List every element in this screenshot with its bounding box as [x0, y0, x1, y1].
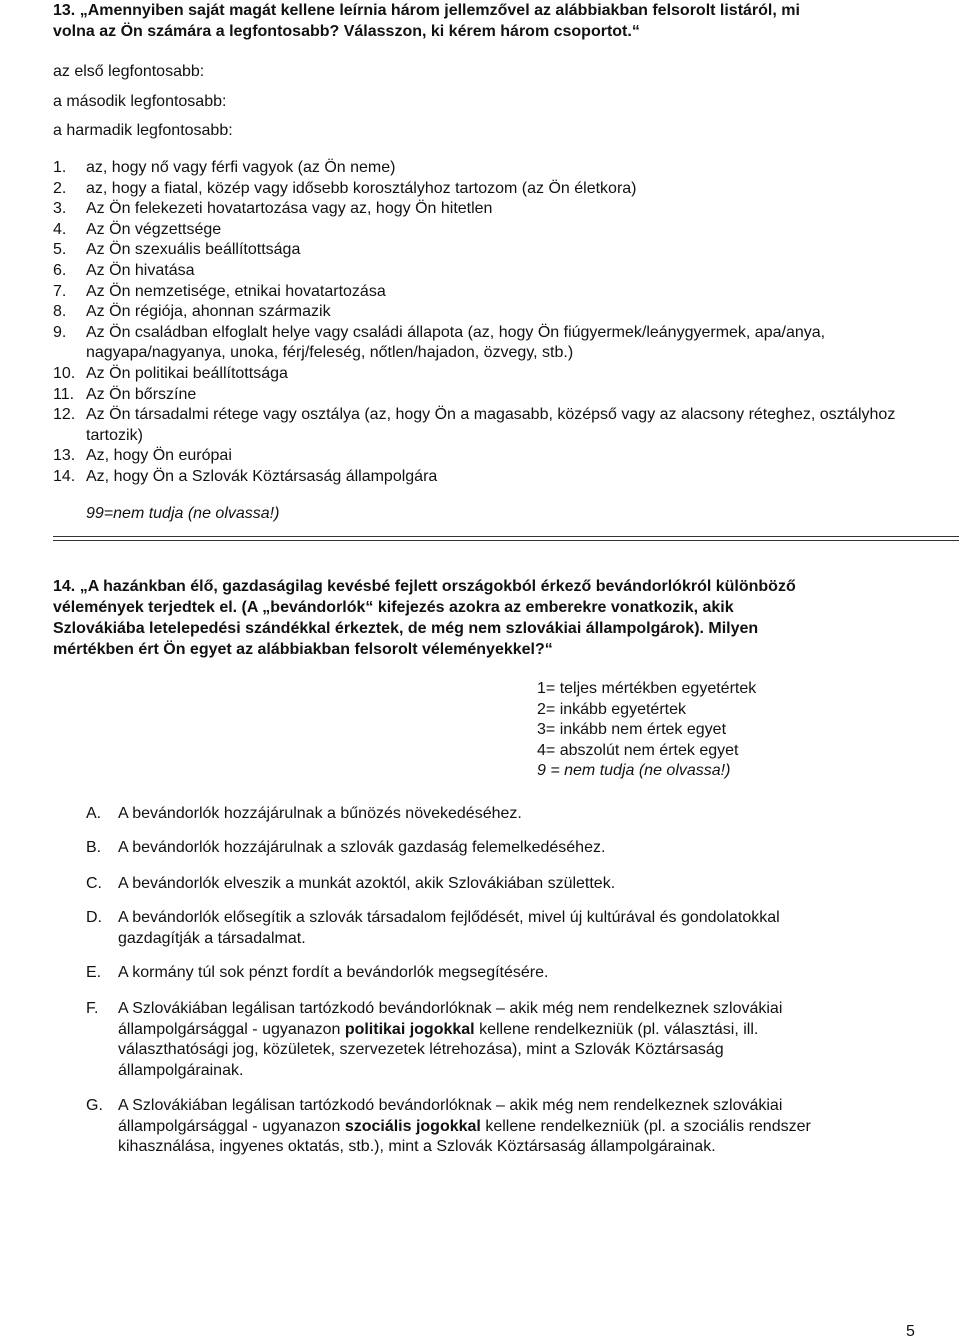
- list-item: 4. Az Ön végzettsége: [53, 220, 222, 238]
- question-13-title-line1: 13. „Amennyiben saját magát kellene leírnia három jellemzővel az alábbiakban felsorolt listáról, mi: [53, 2, 800, 19]
- statement-g: G. A Szlovákiában legálisan tartózkodó bevándorlóknak – akik még nem rendelkeznek szlovákiai állampolgársággal - ugyanazon szociális jogokkal kellene rendelkezniük (pl. a szociális rendszer kihasználása, ingyenes oktatás, stb.), mint a Szlovák Köztársaság állampolgárainak.: [86, 1097, 811, 1155]
- list-item: 11. Az Ön bőrszíne: [53, 385, 197, 403]
- list-item: 7. Az Ön nemzetisége, etnikai hovatartozása: [53, 282, 386, 300]
- list-item: 6. Az Ön hivatása: [53, 261, 195, 279]
- page-number: 5: [906, 1323, 915, 1340]
- question-13-title-line2: volna az Ön számára a legfontosabb? Válasszon, ki kérem három csoportot.“: [53, 23, 640, 40]
- statement-b: B. A bevándorlók hozzájárulnak a szlovák gazdaság felemelkedéséhez.: [86, 839, 606, 856]
- list-item: 13. Az, hogy Ön európai: [53, 447, 232, 465]
- scale-item: 1= teljes mértékben egyetértek: [537, 680, 757, 697]
- question-14-line3: Szlovákiába letelepedési szándékkal érkeztek, de még nem szlovákiai állampolgárok). Milyen: [53, 620, 759, 637]
- list-item: 9. Az Ön családban elfoglalt helye vagy családi állapota (az, hogy Ön fiúgyermek/leánygyermek, apa/anya, nagyapa/nagyanya, unoka, férj/feleség, nőtlen/hajadon, özvegy, stb.): [53, 323, 826, 362]
- statement-a: A. A bevándorlók hozzájárulnak a bűnözés növekedéséhez.: [86, 805, 522, 822]
- statement-c: C. A bevándorlók elveszik a munkát azoktól, akik Szlovákiában születtek.: [86, 875, 616, 892]
- list-item: 14. Az, hogy Ön a Szlovák Köztársaság állampolgára: [53, 467, 438, 485]
- question-14-title: [53, 576, 933, 660]
- scale-dont-know: 9 = nem tudja (ne olvassa!): [537, 762, 731, 780]
- list-item: 3. Az Ön felekezeti hovatartozása vagy az, hogy Ön hitetlen: [53, 200, 493, 218]
- statement-d: D. A bevándorlók elősegítik a szlovák társadalom fejlődését, mivel új kultúrával és gondolatokkal gazdagítják a társadalmat.: [86, 909, 780, 947]
- divider: [53, 540, 959, 541]
- dont-know-note: 99=nem tudja (ne olvassa!): [86, 505, 280, 522]
- list-item: 8. Az Ön régiója, ahonnan származik: [53, 303, 331, 321]
- choice-first: az első legfontosabb:: [53, 63, 205, 80]
- scale-item: 4= abszolút nem értek egyet: [537, 741, 739, 759]
- question-14-line4: mértékben ért Ön egyet az alábbiakban felsorolt véleményekkel?“: [53, 641, 553, 658]
- choice-third: a harmadik legfontosabb:: [53, 122, 233, 139]
- list-item: 2. az, hogy a fiatal, közép vagy idősebb korosztályhoz tartozom (az Ön életkora): [53, 179, 637, 197]
- list-item: 12. Az Ön társadalmi rétege vagy osztálya (az, hogy Ön a magasabb, középső vagy az alacsony réteghez, osztályhoz tartozik): [53, 406, 896, 444]
- choice-second: a második legfontosabb:: [53, 93, 227, 110]
- question-13-title: [53, 0, 933, 42]
- scale-item: 3= inkább nem értek egyet: [537, 721, 727, 739]
- question-14-line2: vélemények terjedtek el. (A „bevándorlók“ kifejezés azokra az emberekre vonatkozik, akik: [53, 599, 734, 616]
- statement-f: F. A Szlovákiában legálisan tartózkodó bevándorlóknak – akik még nem rendelkeznek szlovákiai állampolgársággal - ugyanazon politikai jogokkal kellene rendelkezniük (pl. választási, ill. választhatósági jog, közületek, szervezetek létrehozása), mint a Szlovák Köztársaság állampolgárainak.: [86, 1000, 783, 1079]
- scale-item: 2= inkább egyetértek: [537, 700, 686, 718]
- list-item: 5. Az Ön szexuális beállítottsága: [53, 241, 301, 259]
- list-item: 10. Az Ön politikai beállítottsága: [53, 364, 288, 382]
- list-item: 1. az, hogy nő vagy férfi vagyok (az Ön neme): [53, 159, 396, 176]
- divider: [53, 536, 959, 537]
- answer-scale: [537, 679, 756, 782]
- question-14-line1: 14. „A hazánkban élő, gazdaságilag kevésbé fejlett országokból érkező bevándorlókról különböző: [53, 578, 796, 595]
- statement-e: E. A kormány túl sok pénzt fordít a bevándorlók megsegítésére.: [86, 964, 549, 981]
- question-13-list: [53, 158, 933, 488]
